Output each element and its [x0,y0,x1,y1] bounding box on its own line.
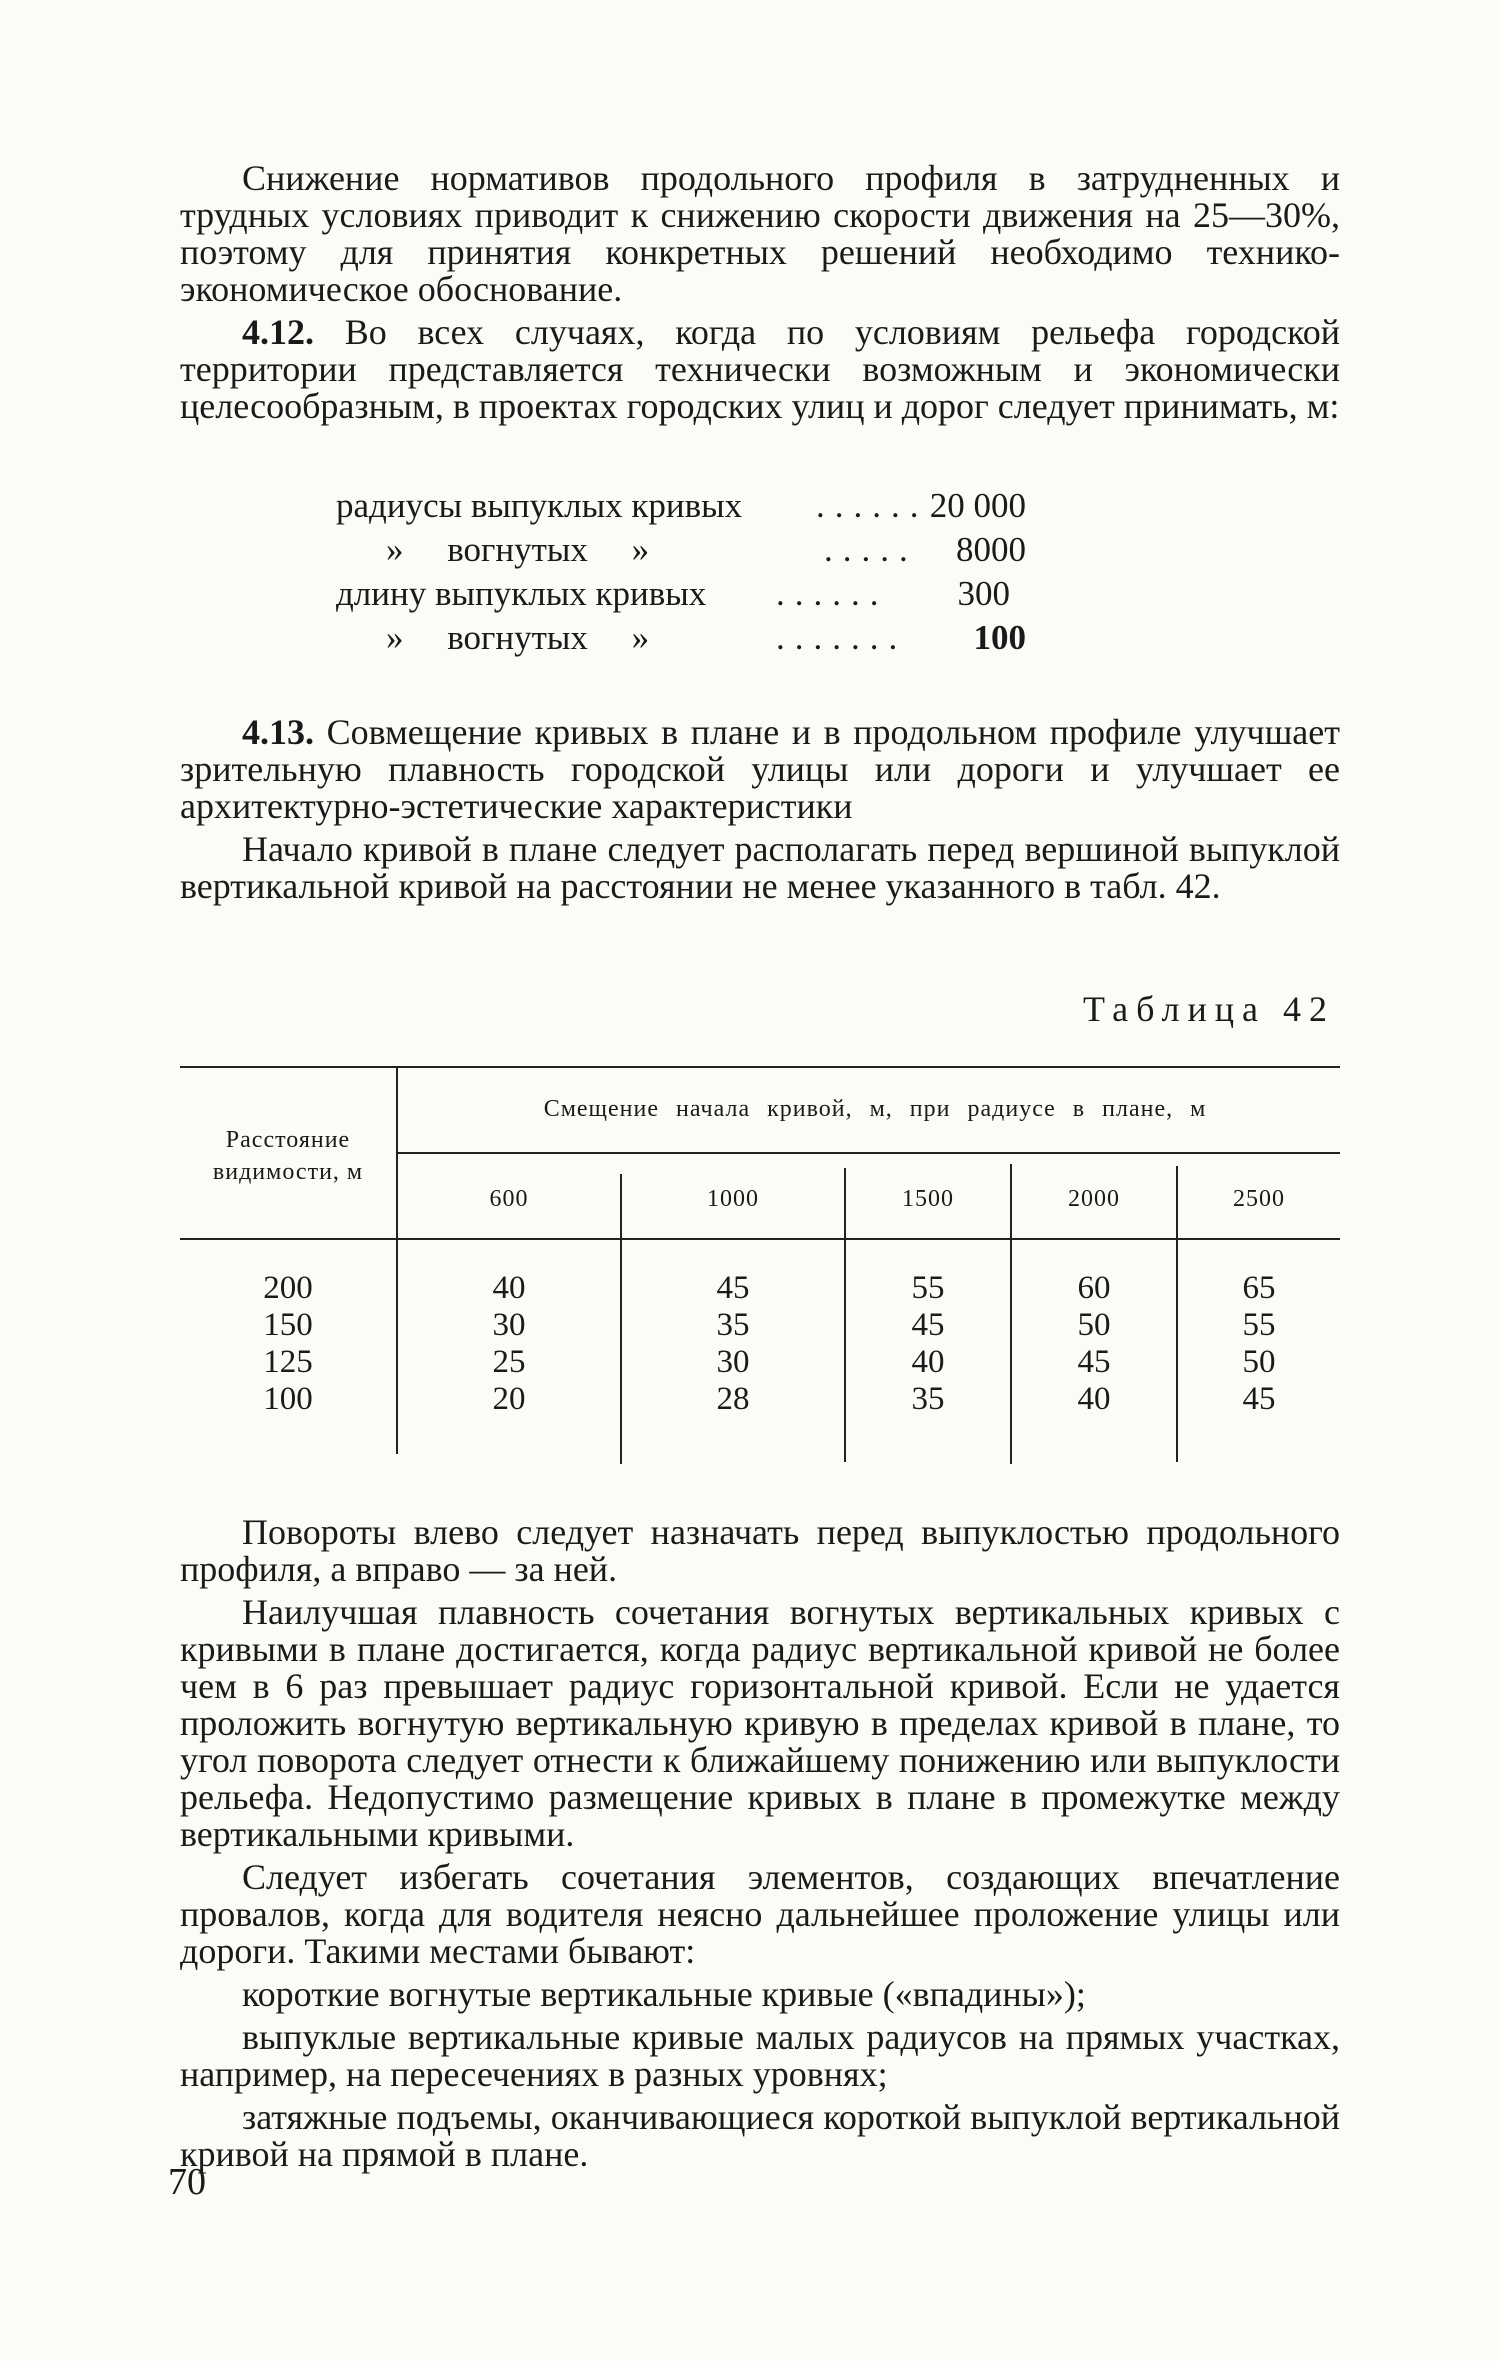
column-header: 2000 [1068,1186,1120,1212]
list-item: затяжные подъемы, оканчивающиеся короткой выпуклой вертикальной кривой на прямой в плане. [180,2097,1340,2174]
table-cell: 55 [1242,1307,1276,1343]
paragraph-4-13 [180,714,1340,825]
table-cell: 35 [911,1381,945,1417]
row-header-line: видимости, м [212,1159,364,1185]
table-cell: 45 [1242,1381,1276,1417]
list-item [336,574,1196,618]
paragraph: Повороты влево следует назначать перед выпуклостью продольного профиля, а вправо — за ней. [180,1512,1340,1589]
leader-dots: ...... [816,486,929,525]
table-cell: 60 [1077,1270,1111,1306]
bottom-text-block [180,1514,1340,2173]
column-header: 1500 [902,1186,954,1212]
paragraph: Снижение нормативов продольного профиля в затрудненных и трудных условиях приводит к снижению скорости движения на 25—30%, поэтому для принятия конкретных решений необходимо технико-экономическое обоснование. [180,158,1340,309]
list-value: 300 [957,574,1010,613]
table-cell: 125 [263,1344,313,1380]
table-cell: 50 [1242,1344,1276,1380]
section-4-13 [180,714,1340,905]
leader-dots: ..... [824,530,918,569]
page-number: 70 [168,2161,206,2203]
paragraph: Начало кривой в плане следует располагать перед вершиной выпуклой вертикальной кривой на расстоянии не менее указанного в табл. 42. [180,829,1340,906]
clause-text: Во всех случаях, когда по условиям рельефа городской территории представляется технически возможным и экономически целесообразным, в проектах городских улиц и дорог следует принимать, м: [180,312,1340,426]
list-label: » вогнутых » [386,618,650,657]
list-item [336,530,1196,574]
table-cell: 55 [911,1270,945,1306]
table-cell: 200 [263,1270,313,1306]
row-header-cell [180,1124,396,1188]
list-item [336,618,1196,662]
table-cell: 20 [492,1381,526,1417]
table-cell: 50 [1077,1307,1111,1343]
list-label: радиусы выпуклых кривых [336,486,743,525]
table-caption: Таблица 42 [1083,989,1335,1029]
paragraph: Следует избегать сочетания элементов, создающих впечатление провалов, когда для водителя неясно дальнейшее проложение улицы или дороги. Такими местами бывают: [180,1857,1340,1971]
column-header: 1000 [707,1186,759,1212]
top-text-block [180,160,1340,425]
table-cell: 65 [1242,1270,1276,1306]
list-label: длину выпуклых кривых [336,574,707,613]
header-divider [398,1152,1340,1154]
list-value: 8000 [956,530,1026,569]
table-cell: 40 [1077,1381,1111,1417]
table-cell: 150 [263,1307,313,1343]
paragraph: Наилучшая плавность сочетания вогнутых вертикальных кривых с кривыми в плане достигается, когда радиус вертикальной кривой не более чем в 6 раз превышает радиус горизонтальной кривой. Если не удается проложить вогнутую вертикальную кривую в пределах кривой в плане, то угол поворота следует отнести к ближайшему понижению или выпуклости рельефа. Недопустимо размещение кривых в плане в промежутке между вертикальными кривыми. [180,1592,1340,1854]
table-cell: 30 [492,1307,526,1343]
table-cell: 45 [1077,1344,1111,1380]
clause-number: 4.13. [242,712,314,752]
value-column-600 [398,1270,620,1418]
list-item: выпуклые вертикальные кривые малых радиусов на прямых участках, например, на пересечениях в разных уровнях; [180,2017,1340,2094]
list-item: короткие вогнутые вертикальные кривые («впадины»); [242,1974,1086,2014]
leader-dots: ...... [776,574,889,613]
value-column-1500 [846,1270,1010,1418]
paragraph-4-12 [180,314,1340,425]
value-column-2000 [1012,1270,1176,1418]
table-cell: 30 [716,1344,750,1380]
list-item [336,486,1196,530]
value-column-2500 [1178,1270,1340,1418]
data-table [180,1066,1340,1454]
table-top-rule [180,1066,1340,1068]
leader-dots: ....... [776,618,908,657]
table-cell: 45 [716,1270,750,1306]
table-cell: 45 [911,1307,945,1343]
list-label: » вогнутых » [386,530,650,569]
column-header: 600 [489,1186,529,1212]
group-header: Смещение начала кривой, м, при радиусе в плане, м [543,1096,1207,1122]
table-cell: 28 [716,1381,750,1417]
table-cell: 25 [492,1344,526,1380]
clause-text: Совмещение кривых в плане и в продольном профиле улучшает зрительную плавность городской улицы или дороги и улучшает ее архитектурно-эстетические характеристики [180,712,1340,826]
table-cell: 40 [492,1270,526,1306]
curve-values-list [336,486,1196,662]
table-cell: 40 [911,1344,945,1380]
column-header: 2500 [1233,1186,1285,1212]
value-column-1000 [622,1270,844,1418]
distance-column [180,1270,396,1418]
table-cell: 35 [716,1307,750,1343]
header-bottom-rule [180,1238,1340,1240]
clause-number: 4.12. [242,312,314,352]
list-value: 100 [973,618,1026,657]
row-header-line: Расстояние [225,1127,351,1153]
list-value: 20 000 [929,486,1026,525]
table-cell: 100 [263,1381,313,1417]
